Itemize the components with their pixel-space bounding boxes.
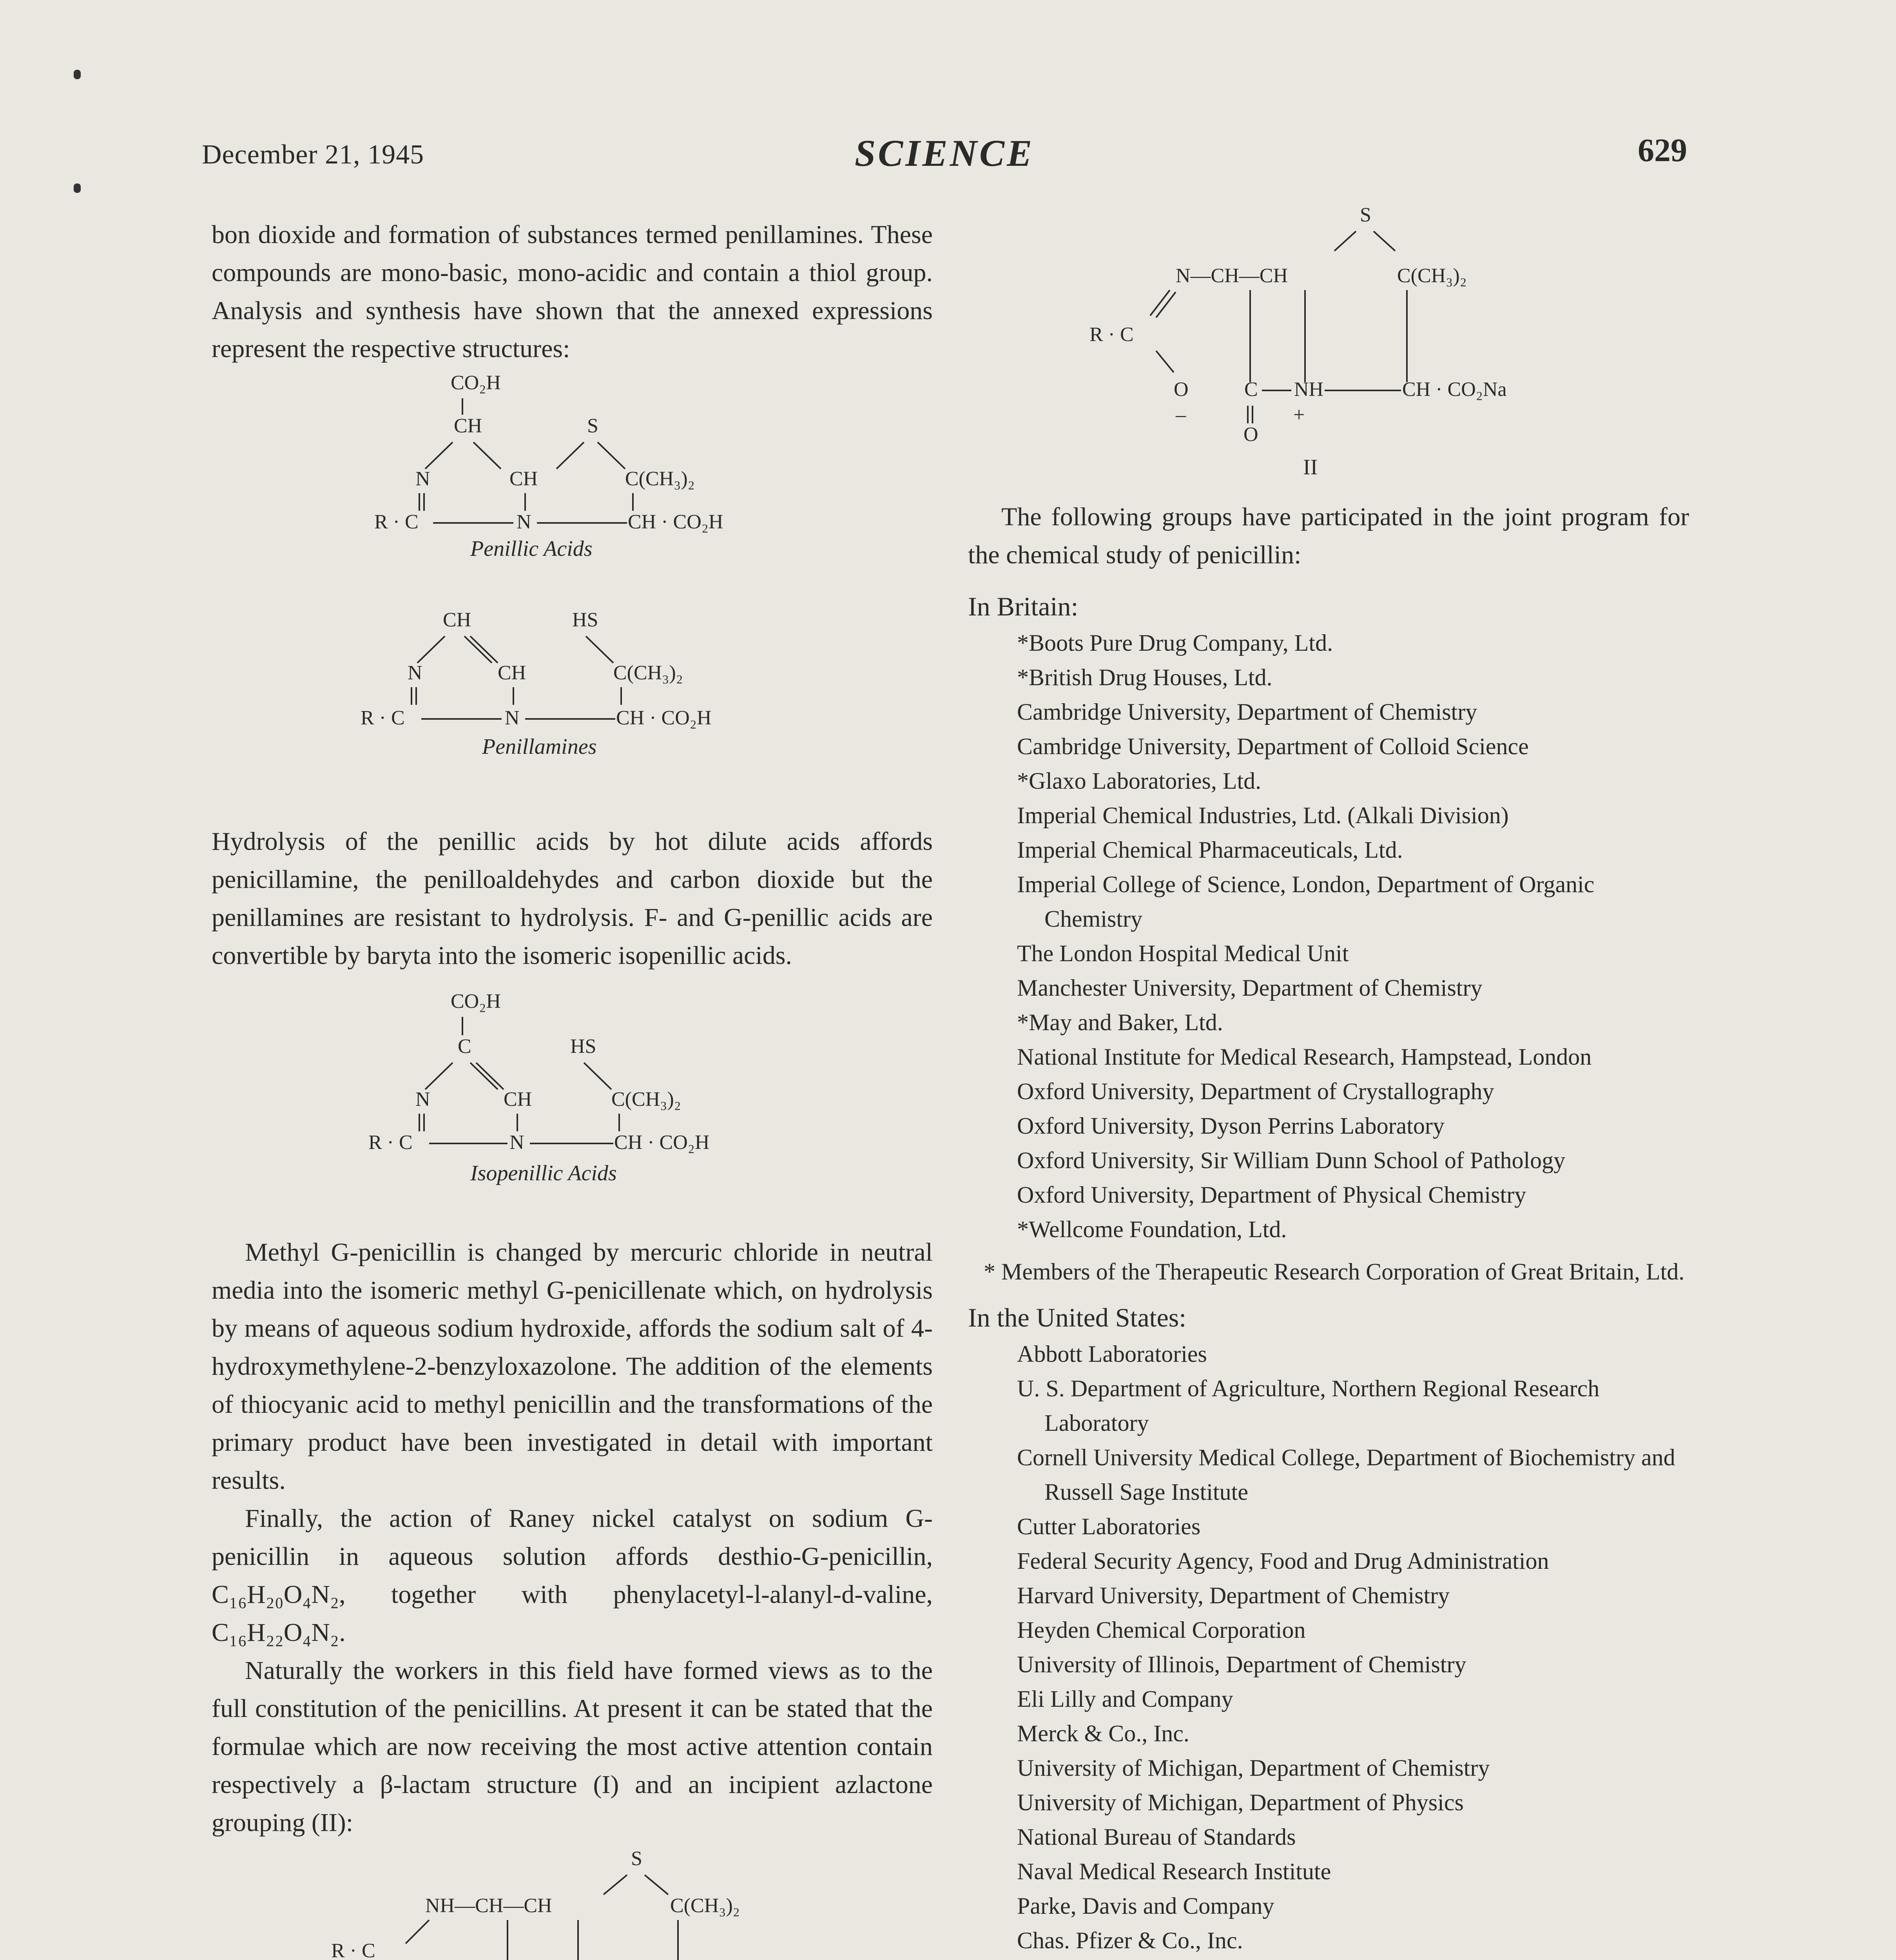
bond: [406, 1920, 429, 1944]
formula-label: O: [1174, 378, 1189, 401]
bond: [417, 636, 445, 663]
formula-label: C(CH₃)₂: [611, 1088, 681, 1111]
formula-label: C(CH₃)₂: [1397, 265, 1467, 287]
list-item: Abbott Laboratories: [1017, 1341, 1207, 1367]
formula-label: S: [1360, 204, 1371, 226]
paragraph: The following groups have participated in the joint program for the chemical study of penicillin:: [968, 503, 1689, 569]
formula-label: R · C: [1089, 323, 1134, 346]
formula-label: N: [517, 511, 531, 533]
formula-label: N: [509, 1131, 524, 1154]
list-item: National Institute for Medical Research, Hampstead, London: [1017, 1044, 1592, 1070]
us-participants-list: [968, 1337, 1689, 1960]
formula-label: C(CH₃)₂: [670, 1895, 740, 1917]
section-heading-britain: In Britain:: [968, 592, 1079, 621]
list-item: Chas. Pfizer & Co., Inc.: [1017, 1927, 1243, 1953]
paragraph: Hydrolysis of the penillic acids by hot dilute acids affords penicillamine, the penilloaldehydes and carbon dioxide but the penillamines are resistant to hydrolysis. F- and G-penillic acids are convertible by baryta into the isomeric isopenillic acids.: [212, 827, 933, 970]
list-item: National Bureau of Standards: [1017, 1824, 1296, 1850]
page-number: 629: [1638, 132, 1687, 169]
list-item: University of Michigan, Department of Physics: [1017, 1789, 1464, 1815]
britain-participants-list: [968, 626, 1689, 1247]
list-item: Naval Medical Research Institute: [1017, 1858, 1331, 1884]
list-item: Oxford University, Department of Physical Chemistry: [1017, 1182, 1526, 1208]
list-item: Oxford University, Sir William Dunn School of Pathology: [1017, 1147, 1566, 1173]
list-item: The London Hospital Medical Unit: [1017, 940, 1349, 966]
list-item: Imperial Chemical Industries, Ltd. (Alkali Division): [1017, 802, 1509, 828]
formula-label: O: [1243, 423, 1258, 446]
bond: [464, 636, 492, 663]
formula-label: CH · CO₂H: [616, 707, 712, 729]
formula-caption: Penillamines: [482, 735, 597, 759]
formula-label: CH: [504, 1088, 532, 1111]
bond: [604, 1875, 627, 1895]
formula-label: HS: [572, 609, 598, 631]
formula-label: +: [1293, 404, 1305, 426]
list-item: *Boots Pure Drug Company, Ltd.: [1017, 630, 1333, 656]
bond: [473, 442, 501, 469]
formula-caption: Isopenillic Acids: [470, 1161, 617, 1185]
list-item: Imperial Chemical Pharmaceuticals, Ltd.: [1017, 837, 1403, 863]
formula-label: CH: [443, 609, 471, 631]
issue-date: December 21, 1945: [202, 140, 424, 170]
bond: [556, 442, 584, 469]
formula-label: S: [587, 415, 598, 437]
margin-mark: [74, 183, 81, 193]
bond: [1156, 351, 1174, 372]
left-column: [212, 216, 933, 1960]
list-item: Heyden Chemical Corporation: [1017, 1617, 1306, 1643]
formula-label: CH: [498, 662, 526, 684]
list-item: [968, 1958, 1689, 1960]
list-item: Cambridge University, Department of Colloid Science: [1017, 733, 1529, 759]
list-item: Cambridge University, Department of Chemistry: [1017, 699, 1477, 725]
list-item: Oxford University, Department of Crystallography: [1017, 1078, 1494, 1104]
footnote: * Members of the Therapeutic Research Corporation of Great Britain, Ltd.: [984, 1259, 1685, 1285]
formula-label: C(CH₃)₂: [613, 662, 683, 684]
bond: [584, 1063, 611, 1089]
penillamines-formula: [212, 611, 933, 822]
list-item: Eli Lilly and Company: [1017, 1686, 1233, 1712]
formula-caption: II: [1303, 455, 1318, 479]
section-heading-united-states: In the United States:: [968, 1303, 1187, 1332]
list-item: *May and Baker, Ltd.: [1017, 1009, 1223, 1035]
list-item: Parke, Davis and Company: [1017, 1893, 1274, 1919]
paragraph: bon dioxide and formation of substances termed penillamines. These compounds are mono-basic, mono-acidic and contain a thiol group. Analysis and synthesis have shown that the annexed expressions represent the respective structures:: [212, 220, 933, 363]
list-item: *Wellcome Foundation, Ltd.: [1017, 1216, 1287, 1242]
formula-label: N: [415, 468, 430, 490]
formula-label: N: [415, 1088, 430, 1111]
formula-label: NH: [1294, 378, 1324, 401]
formula-label: NH—CH—CH: [425, 1895, 552, 1917]
bond: [470, 636, 498, 663]
formula-label: –: [1176, 404, 1186, 426]
bond: [476, 1063, 504, 1089]
structure-ii-formula: [968, 204, 1689, 486]
list-item: Cutter Laboratories: [1017, 1514, 1201, 1539]
formula-label: R · C: [374, 511, 419, 533]
bond: [598, 442, 625, 469]
paragraph: Finally, the action of Raney nickel catalyst on sodium G-penicillin in aqueous solution affords desthio-G-penicillin, C₁₆H₂₀O₄N₂, together with phenylacetyl-l-alanyl-d-valine, C₁₆H₂₂O₄N₂.: [212, 1504, 933, 1647]
paragraph: Naturally the workers in this field have formed views as to the full constitution of the penicillins. At present it can be stated that the formulae which are now receiving the most active attention contain respectively a β-lactam structure (I) and an incipient azlactone grouping (II):: [212, 1656, 933, 1837]
formula-label: CH · CO₂Na: [1402, 378, 1507, 401]
formula-label: CO₂H: [451, 372, 501, 394]
running-header: [202, 131, 1687, 182]
list-item: Harvard University, Department of Chemistry: [1017, 1583, 1450, 1608]
formula-label: C: [1244, 378, 1258, 401]
list-item: Oxford University, Dyson Perrins Laboratory: [1017, 1113, 1445, 1139]
list-item: Merck & Co., Inc.: [1017, 1720, 1189, 1746]
margin-mark: [74, 70, 81, 79]
formula-label: CH · CO₂H: [628, 511, 723, 533]
structure-i-formula: [212, 1842, 933, 1960]
formula-caption: Penillic Acids: [470, 537, 593, 561]
paragraph: Methyl G-penicillin is changed by mercuric chloride in neutral media into the isomeric methyl G-penicillenate which, on hydrolysis by means of aqueous sodium hydroxide, affords the sodium salt of 4-hydroxymethylene-2-benzyloxazolone. The addition of the elements of thiocyanic acid to methyl penicillin and the transformations of the primary product have been investigated in detail with important results.: [212, 1238, 933, 1495]
list-item: Imperial College of Science, London, Department of Organic Chemistry: [1017, 871, 1595, 932]
formula-label: R · C: [331, 1940, 375, 1960]
formula-label: R · C: [361, 707, 405, 729]
isopenillic-acids-formula: [212, 975, 933, 1233]
list-item: U. S. Department of Agriculture, Northern Regional Research Laboratory: [1017, 1376, 1600, 1436]
formula-label: C: [458, 1035, 471, 1058]
list-item: Cornell University Medical College, Department of Biochemistry and Russell Sage Institute: [1017, 1445, 1675, 1505]
list-item: Federal Security Agency, Food and Drug Administration: [1017, 1548, 1549, 1574]
list-item: *British Drug Houses, Ltd.: [1017, 664, 1272, 690]
bond: [586, 636, 613, 663]
formula-label: R · C: [368, 1131, 413, 1154]
bond: [645, 1875, 668, 1895]
formula-label: S: [631, 1847, 642, 1870]
formula-label: N: [505, 707, 520, 729]
formula-label: CH · CO₂H: [614, 1131, 710, 1154]
formula-label: CO₂H: [451, 990, 501, 1013]
formula-label: CH: [509, 468, 538, 490]
list-item: University of Michigan, Department of Chemistry: [1017, 1755, 1490, 1781]
penillic-acids-formula: [212, 368, 933, 611]
list-item: *Glaxo Laboratories, Ltd.: [1017, 768, 1262, 794]
formula-label: CH: [454, 415, 482, 437]
right-column: [968, 204, 1689, 1960]
journal-title: SCIENCE: [854, 132, 1035, 174]
formula-label: C(CH₃)₂: [625, 468, 695, 490]
formula-label: N—CH—CH: [1176, 265, 1288, 287]
bond: [425, 442, 453, 469]
formula-label: HS: [570, 1035, 596, 1058]
bond: [425, 1063, 453, 1089]
bond: [1374, 231, 1395, 251]
list-item: University of Illinois, Department of Chemistry: [1017, 1651, 1466, 1677]
list-item: Manchester University, Department of Chemistry: [1017, 975, 1483, 1001]
bond: [1334, 231, 1356, 251]
bond: [470, 1063, 498, 1089]
formula-label: N: [408, 662, 422, 684]
